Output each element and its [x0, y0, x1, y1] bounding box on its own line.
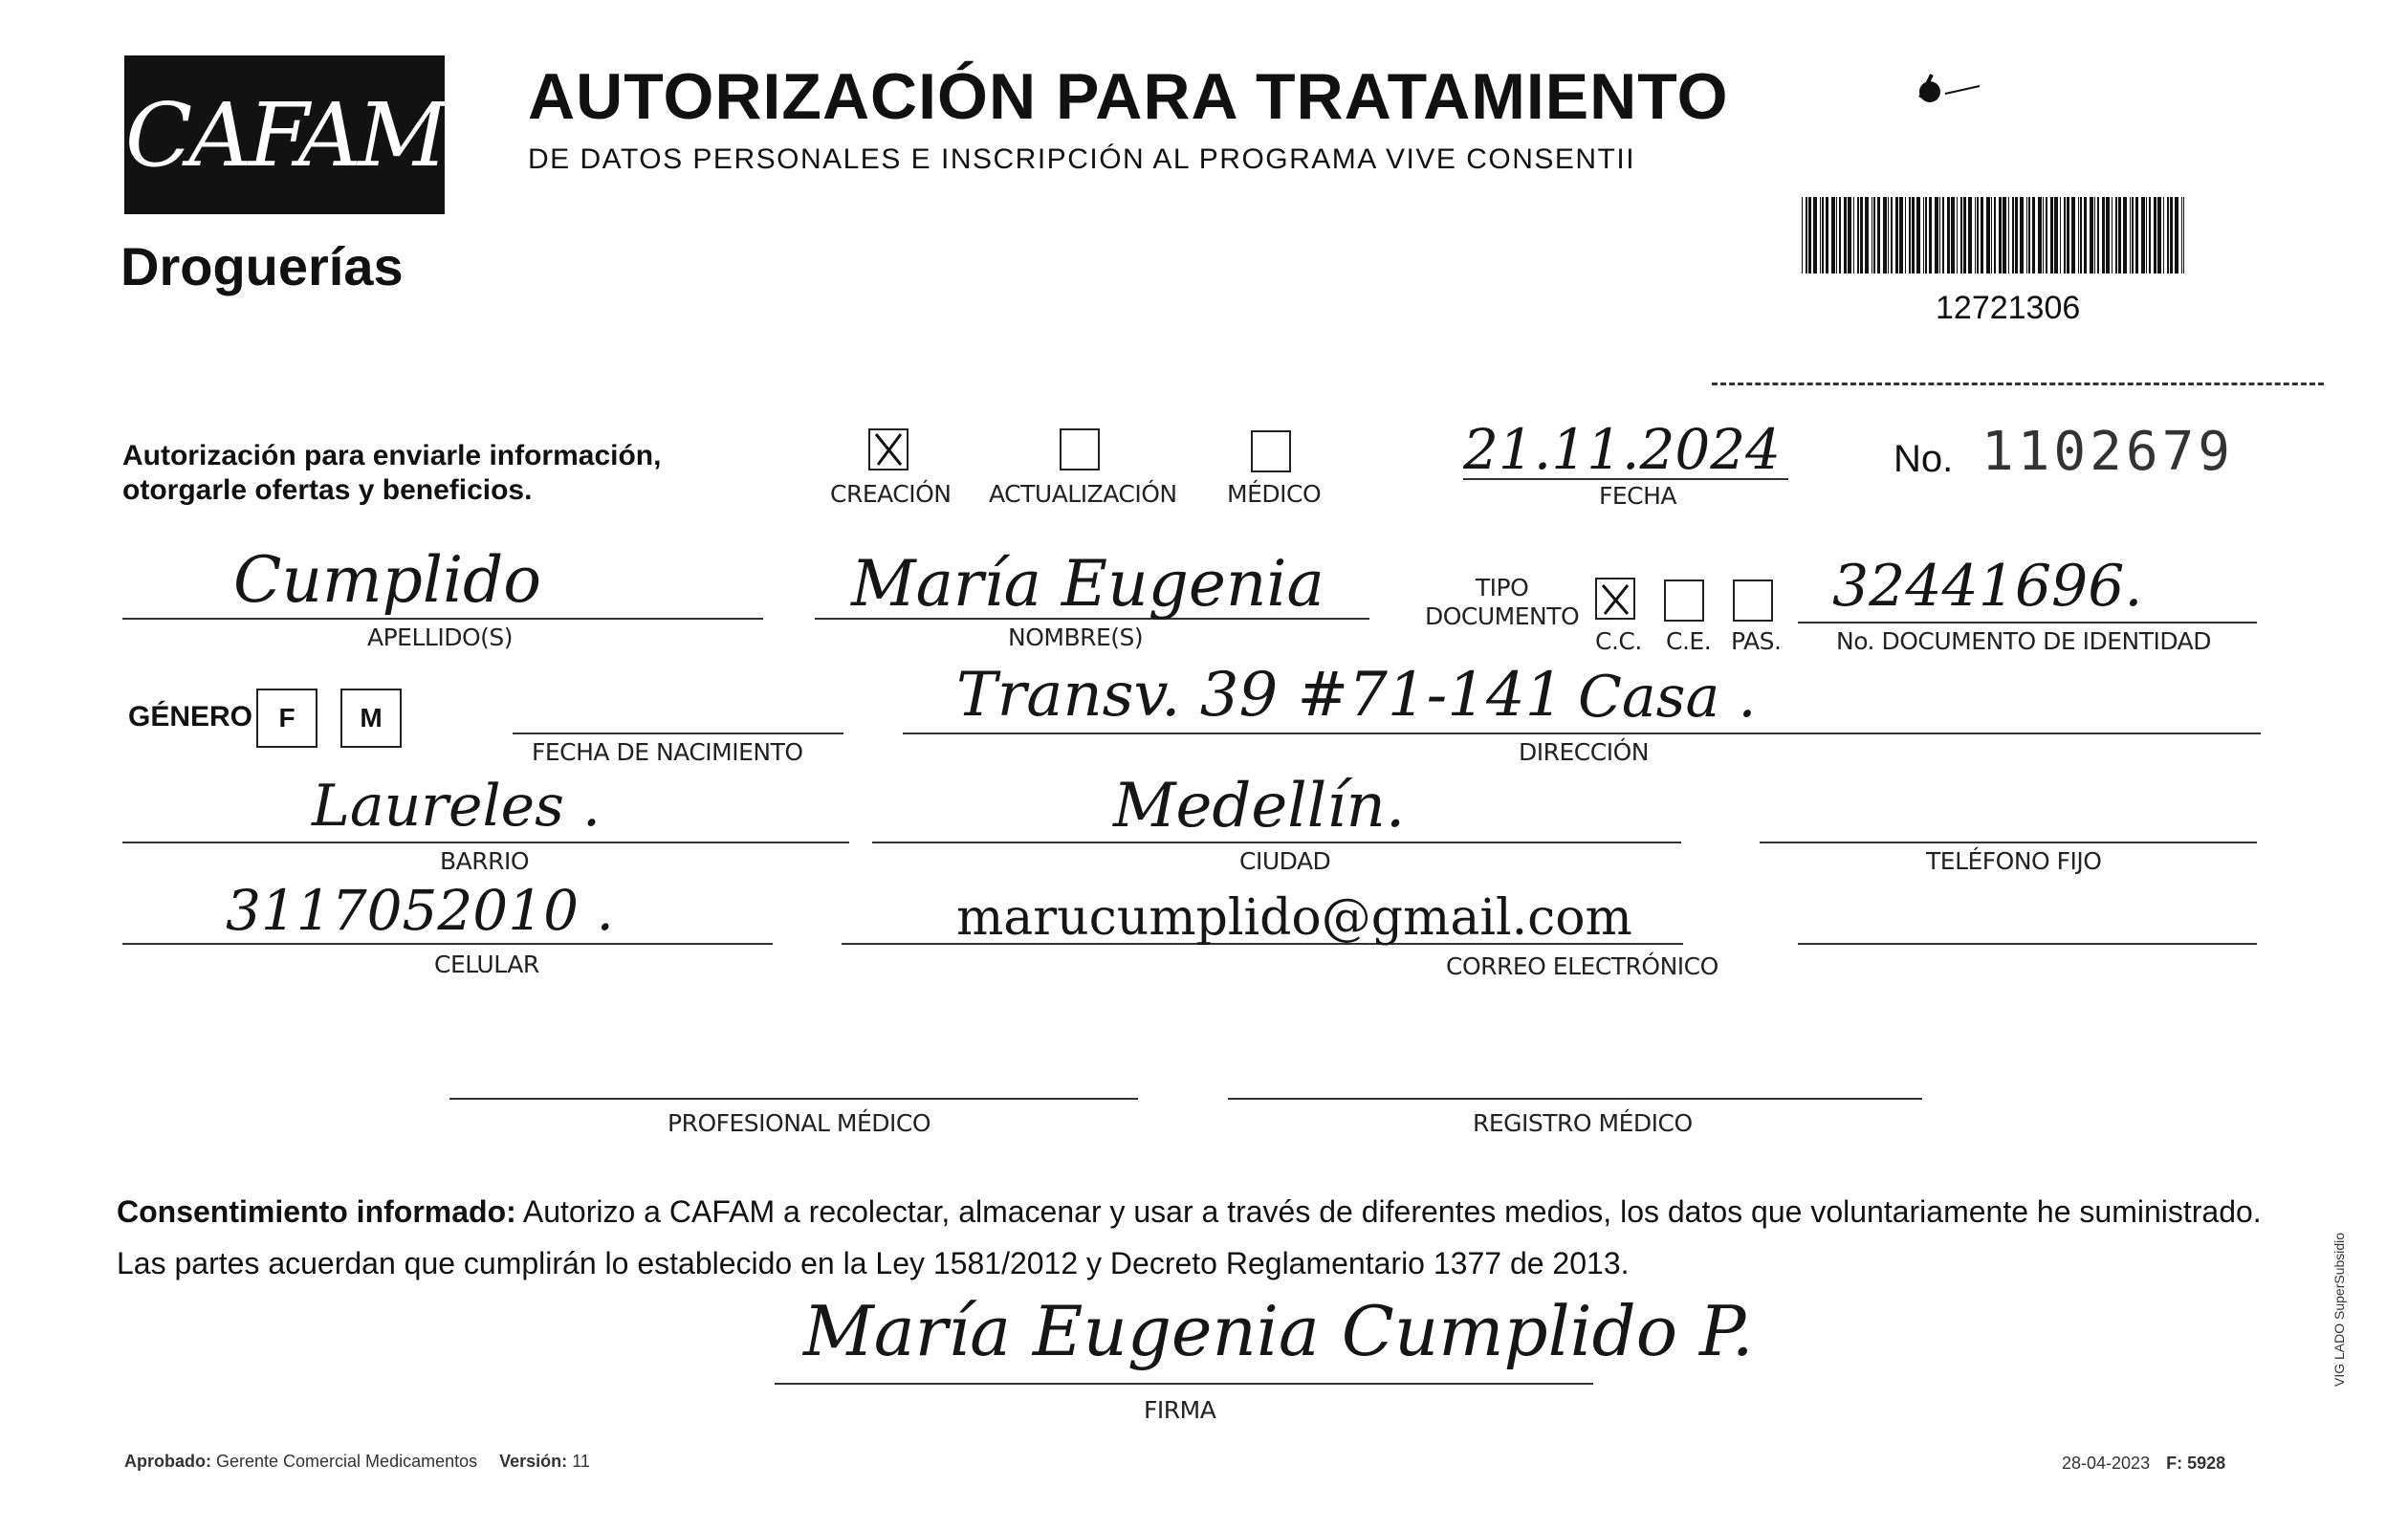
barcode-bar	[2123, 197, 2127, 273]
barcode-bar	[1826, 197, 1828, 273]
cafam-logo	[124, 55, 445, 214]
barrio-label: BARRIO	[440, 847, 530, 875]
barcode-bar	[1883, 197, 1887, 273]
actualizacion-label: ACTUALIZACIÓN	[989, 480, 1177, 508]
barcode-bar	[1977, 197, 1979, 273]
footer-right	[2062, 1454, 2225, 1474]
barcode-bar	[2146, 197, 2147, 273]
barcode-bar	[2078, 197, 2079, 273]
barcode-bar	[1836, 197, 1837, 273]
check-x-icon	[870, 430, 907, 469]
barcode-bar	[1848, 197, 1851, 273]
barcode-bar	[2008, 197, 2009, 273]
celular-label: CELULAR	[434, 951, 539, 978]
vertical-note: VIG LADO SuperSubsidio	[2331, 1232, 2347, 1387]
direccion-value[interactable]: Transv. 39 #71-141	[956, 660, 1565, 731]
footer-date: 28-04-2023	[2062, 1454, 2151, 1473]
profesional-line	[449, 1098, 1138, 1100]
celular-value[interactable]: 3117052010 .	[226, 878, 614, 943]
tipo-documento-label: TIPO DOCUMENTO	[1425, 574, 1580, 630]
barcode-bar	[1857, 197, 1859, 273]
barcode-bar	[1888, 197, 1889, 273]
barcode-bar	[1839, 197, 1841, 273]
ciudad-label: CIUDAD	[1239, 847, 1331, 875]
consent-line-2: Las partes acuerdan que cumplirán lo establecido en la Ley 1581/2012 y Decreto Reglamentario 1377 de 2013.	[117, 1246, 1630, 1280]
barcode-number: 12721306	[1936, 290, 2081, 326]
apellidos-value[interactable]: Cumplido	[233, 543, 542, 617]
direccion-line	[903, 733, 2261, 734]
barcode-bar	[1916, 197, 1920, 273]
aprobado-label: Aprobado:	[124, 1452, 211, 1471]
barcode-bar	[1806, 197, 1807, 273]
fecha-value: 21.11.2024	[1463, 417, 1782, 482]
barcode-bar	[2183, 197, 2184, 273]
documento-value[interactable]: 32441696.	[1832, 553, 2143, 620]
barcode-bar	[2170, 197, 2173, 273]
genero-f-label: F	[278, 703, 296, 733]
correo-label: CORREO ELECTRÓNICO	[1446, 952, 1718, 980]
footer-approved	[124, 1452, 590, 1472]
nombres-label: NOMBRE(S)	[1008, 623, 1144, 651]
barrio-line	[122, 842, 849, 843]
medico-checkbox[interactable]	[1251, 430, 1291, 472]
fecha-line	[1463, 478, 1788, 480]
barcode-bar	[1942, 197, 1944, 273]
barcode-bar	[1813, 197, 1817, 273]
barcode-bar	[2149, 197, 2151, 273]
barcode-bar	[2154, 197, 2156, 273]
barcode-bar	[1975, 197, 1976, 273]
barcode-bar	[1947, 197, 1950, 273]
barcode-bar	[1831, 197, 1835, 273]
barcode-bar	[2003, 197, 2006, 273]
ciudad-line	[872, 842, 1681, 843]
barcode-bar	[1929, 197, 1932, 273]
cc-label: C.C.	[1595, 627, 1642, 655]
barcode-bar	[1991, 197, 1992, 273]
barcode-bar	[2090, 197, 2093, 273]
barcode-bar	[2102, 197, 2105, 273]
scribble-mark	[1903, 69, 1989, 107]
barcode-bar	[2135, 197, 2138, 273]
aprobado-value: Gerente Comercial Medicamentos	[216, 1452, 478, 1471]
barcode-bar	[2167, 197, 2169, 273]
apellidos-line	[122, 618, 763, 620]
barcode-bar	[2043, 197, 2044, 273]
authorization-text-2: otorgarle ofertas y beneficios.	[122, 474, 533, 506]
fecha-nacimiento-label: FECHA DE NACIMIENTO	[532, 738, 803, 766]
barcode-bar	[2094, 197, 2095, 273]
genero-label: GÉNERO	[128, 701, 253, 733]
barcode-bar	[2175, 197, 2178, 273]
barcode-bar	[1912, 197, 1915, 273]
barcode-bar	[1873, 197, 1875, 273]
consent-block	[117, 1186, 2316, 1289]
ce-checkbox[interactable]	[1664, 580, 1704, 622]
direccion-label: DIRECCIÓN	[1519, 738, 1649, 766]
dashed-divider	[1712, 383, 2324, 385]
barcode-bar	[2012, 197, 2014, 273]
version-label: Versión:	[499, 1452, 568, 1471]
profesional-label: PROFESIONAL MÉDICO	[668, 1109, 931, 1137]
documento-label: No. DOCUMENTO DE IDENTIDAD	[1836, 627, 2212, 655]
logo-text: CAFAM	[124, 83, 445, 186]
barcode-bar	[1877, 197, 1880, 273]
barcode-bar	[2038, 197, 2042, 273]
barcode-bar	[1994, 197, 1996, 273]
form-title: AUTORIZACIÓN PARA TRATAMIENTO	[528, 60, 1729, 133]
barcode-bar	[2080, 197, 2082, 273]
barcode-bar	[2132, 197, 2134, 273]
barcode-bar	[1891, 197, 1893, 273]
firma-label: FIRMA	[1144, 1396, 1216, 1424]
barcode-bar	[1820, 197, 1821, 273]
barcode-bar	[2032, 197, 2035, 273]
barcode-bar	[1802, 197, 1803, 273]
form-subtitle: DE DATOS PERSONALES E INSCRIPCIÓN AL PROGRAMA VIVE CONSENTII	[528, 143, 1636, 175]
barcode-bar	[2020, 197, 2024, 273]
cc-checkbox[interactable]	[1595, 578, 1635, 620]
barcode-bar	[1957, 197, 1958, 273]
pas-label: PAS.	[1731, 627, 1782, 655]
barcode-bar	[2028, 197, 2030, 273]
creacion-label: CREACIÓN	[830, 480, 952, 508]
barcode-bar	[1905, 197, 1906, 273]
extra-line	[1798, 943, 2257, 945]
barcode-bar	[1986, 197, 1990, 273]
ce-label: C.E.	[1666, 627, 1712, 655]
fecha-label: FECHA	[1599, 482, 1677, 510]
barcode-bar	[2046, 197, 2047, 273]
consent-bold: Consentimiento informado:	[117, 1194, 516, 1229]
barcode-bar	[1935, 197, 1938, 273]
barcode-bar	[2054, 197, 2058, 273]
barcode-bar	[2067, 197, 2069, 273]
version-value: 11	[572, 1452, 590, 1471]
barcode-bar	[1853, 197, 1854, 273]
barcode-bar	[1981, 197, 1983, 273]
form-number: 1102679	[1981, 421, 2235, 483]
barrio-value[interactable]: Laureles .	[312, 773, 602, 840]
barcode-bar	[2141, 197, 2145, 273]
genero-m-label: M	[360, 703, 383, 733]
barcode-bar	[1895, 197, 1898, 273]
barcode-bar	[2015, 197, 2018, 273]
consent-text-1: Autorizo a CAFAM a recolectar, almacenar y usar a través de diferentes medios, los datos que voluntariamente he suministrado.	[515, 1194, 2262, 1229]
correo-value[interactable]: marucumplido@gmail.com	[956, 889, 1632, 947]
barcode-bar	[2064, 197, 2066, 273]
number-label: No.	[1894, 438, 1954, 480]
barcode-bar	[2115, 197, 2117, 273]
barcode-bar	[2026, 197, 2027, 273]
barcode-bar	[1844, 197, 1847, 273]
barcode-bar	[2163, 197, 2164, 273]
barcode-bar	[2181, 197, 2182, 273]
barcode-bar	[1808, 197, 1811, 273]
apellidos-label: APELLIDO(S)	[367, 623, 514, 651]
barcode-bar	[2118, 197, 2121, 273]
actualizacion-checkbox[interactable]	[1060, 428, 1100, 470]
firma-line	[775, 1383, 1593, 1385]
fecha-nacimiento-line	[513, 733, 843, 734]
nombres-value[interactable]: María Eugenia	[851, 547, 1324, 621]
barcode-bar	[2130, 197, 2131, 273]
signature-value: María Eugenia Cumplido P.	[803, 1291, 1754, 1371]
barcode-bar	[1999, 197, 2002, 273]
barcode-bar	[1960, 197, 1962, 273]
barcode-bar	[2084, 197, 2087, 273]
barcode-bar	[1822, 197, 1824, 273]
creacion-checkbox[interactable]	[868, 428, 908, 470]
celular-line	[122, 943, 773, 945]
ciudad-value[interactable]: Medellín.	[1113, 771, 1406, 842]
genero-m-box[interactable]	[340, 689, 402, 748]
consent-line-1	[117, 1186, 2316, 1237]
form-code: F: 5928	[2166, 1454, 2226, 1473]
check-x-icon	[1597, 580, 1633, 618]
barcode-bar	[1925, 197, 1927, 273]
pas-checkbox[interactable]	[1733, 580, 1773, 622]
barcode-bar	[1909, 197, 1911, 273]
medico-label: MÉDICO	[1227, 480, 1322, 508]
direccion-extra[interactable]: Casa .	[1578, 664, 1757, 731]
barcode-bar	[2060, 197, 2061, 273]
barcode-bar	[2097, 197, 2099, 273]
barcode-bar	[1939, 197, 1940, 273]
barcode-bar	[1860, 197, 1863, 273]
barcode-bar	[2106, 197, 2110, 273]
documento-line	[1798, 622, 2257, 623]
genero-f-box[interactable]	[256, 689, 317, 748]
telefono-line	[1760, 842, 2257, 843]
registro-label: REGISTRO MÉDICO	[1473, 1109, 1693, 1137]
authorization-text-1: Autorización para enviarle información,	[122, 440, 662, 471]
barcode-bar	[1865, 197, 1869, 273]
barcode-bar	[2050, 197, 2053, 273]
barcode-bar	[1923, 197, 1924, 273]
barcode	[1802, 197, 2184, 273]
barcode-bar	[2071, 197, 2075, 273]
logo-subtitle: Droguerías	[120, 236, 404, 296]
barcode-bar	[1951, 197, 1955, 273]
barcode-bar	[1899, 197, 1903, 273]
barcode-bar	[2157, 197, 2161, 273]
registro-line	[1228, 1098, 1922, 1100]
barcode-bar	[1968, 197, 1972, 273]
barcode-bar	[1963, 197, 1966, 273]
telefono-label: TELÉFONO FIJO	[1926, 847, 2102, 875]
